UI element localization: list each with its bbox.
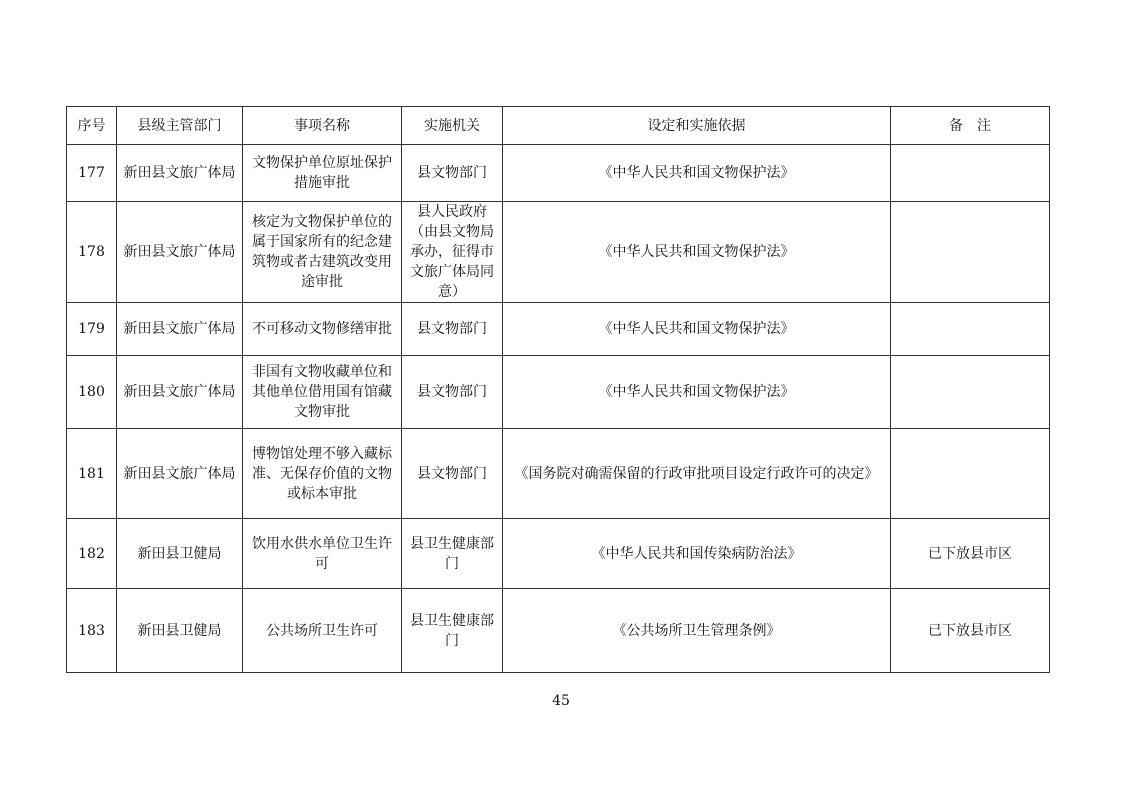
- cell-item-name: 核定为文物保护单位的属于国家所有的纪念建筑物或者古建筑改变用途审批: [243, 202, 402, 303]
- cell-item-name: 饮用水供水单位卫生许可: [243, 519, 402, 589]
- table-row: [67, 429, 1050, 519]
- cell-item-name: 文物保护单位原址保护措施审批: [243, 145, 402, 202]
- table-row: [67, 303, 1050, 356]
- table-row: [67, 202, 1050, 303]
- cell-basis: 《公共场所卫生管理条例》: [503, 589, 891, 673]
- cell-serial: 180: [67, 356, 117, 429]
- table-row: [67, 519, 1050, 589]
- header-basis: 设定和实施依据: [503, 107, 891, 145]
- cell-serial: 179: [67, 303, 117, 356]
- cell-note: 已下放县市区: [891, 519, 1050, 589]
- cell-department: 新田县文旅广体局: [117, 429, 243, 519]
- cell-note: [891, 202, 1050, 303]
- table-row: [67, 589, 1050, 673]
- cell-agency: 县文物部门: [402, 356, 503, 429]
- cell-basis: 《中华人民共和国文物保护法》: [503, 303, 891, 356]
- header-department: 县级主管部门: [117, 107, 243, 145]
- cell-agency: 县人民政府（由县文物局承办，征得市文旅广体局同意）: [402, 202, 503, 303]
- table-row: [67, 356, 1050, 429]
- cell-department: 新田县文旅广体局: [117, 145, 243, 202]
- header-agency: 实施机关: [402, 107, 503, 145]
- table-row: [67, 145, 1050, 202]
- cell-department: 新田县文旅广体局: [117, 356, 243, 429]
- header-serial: 序号: [67, 107, 117, 145]
- cell-serial: 182: [67, 519, 117, 589]
- cell-note: [891, 429, 1050, 519]
- cell-note: 已下放县市区: [891, 589, 1050, 673]
- cell-department: 新田县卫健局: [117, 589, 243, 673]
- cell-note: [891, 356, 1050, 429]
- cell-serial: 183: [67, 589, 117, 673]
- document-table: [66, 106, 1050, 673]
- cell-basis: 《中华人民共和国文物保护法》: [503, 145, 891, 202]
- cell-serial: 178: [67, 202, 117, 303]
- cell-item-name: 不可移动文物修缮审批: [243, 303, 402, 356]
- cell-agency: 县文物部门: [402, 429, 503, 519]
- cell-agency: 县文物部门: [402, 145, 503, 202]
- cell-basis: 《中华人民共和国文物保护法》: [503, 202, 891, 303]
- cell-basis: 《中华人民共和国文物保护法》: [503, 356, 891, 429]
- page-number: 45: [552, 693, 570, 709]
- cell-item-name: 博物馆处理不够入藏标准、无保存价值的文物或标本审批: [243, 429, 402, 519]
- cell-department: 新田县文旅广体局: [117, 202, 243, 303]
- cell-department: 新田县文旅广体局: [117, 303, 243, 356]
- header-note: 备 注: [891, 107, 1050, 145]
- cell-agency: 县卫生健康部门: [402, 519, 503, 589]
- cell-item-name: 公共场所卫生许可: [243, 589, 402, 673]
- cell-basis: 《国务院对确需保留的行政审批项目设定行政许可的决定》: [503, 429, 891, 519]
- cell-note: [891, 303, 1050, 356]
- cell-agency: 县卫生健康部门: [402, 589, 503, 673]
- cell-department: 新田县卫健局: [117, 519, 243, 589]
- table-header-row: [67, 107, 1050, 145]
- cell-agency: 县文物部门: [402, 303, 503, 356]
- cell-serial: 181: [67, 429, 117, 519]
- cell-note: [891, 145, 1050, 202]
- cell-serial: 177: [67, 145, 117, 202]
- header-item-name: 事项名称: [243, 107, 402, 145]
- cell-item-name: 非国有文物收藏单位和其他单位借用国有馆藏文物审批: [243, 356, 402, 429]
- cell-basis: 《中华人民共和国传染病防治法》: [503, 519, 891, 589]
